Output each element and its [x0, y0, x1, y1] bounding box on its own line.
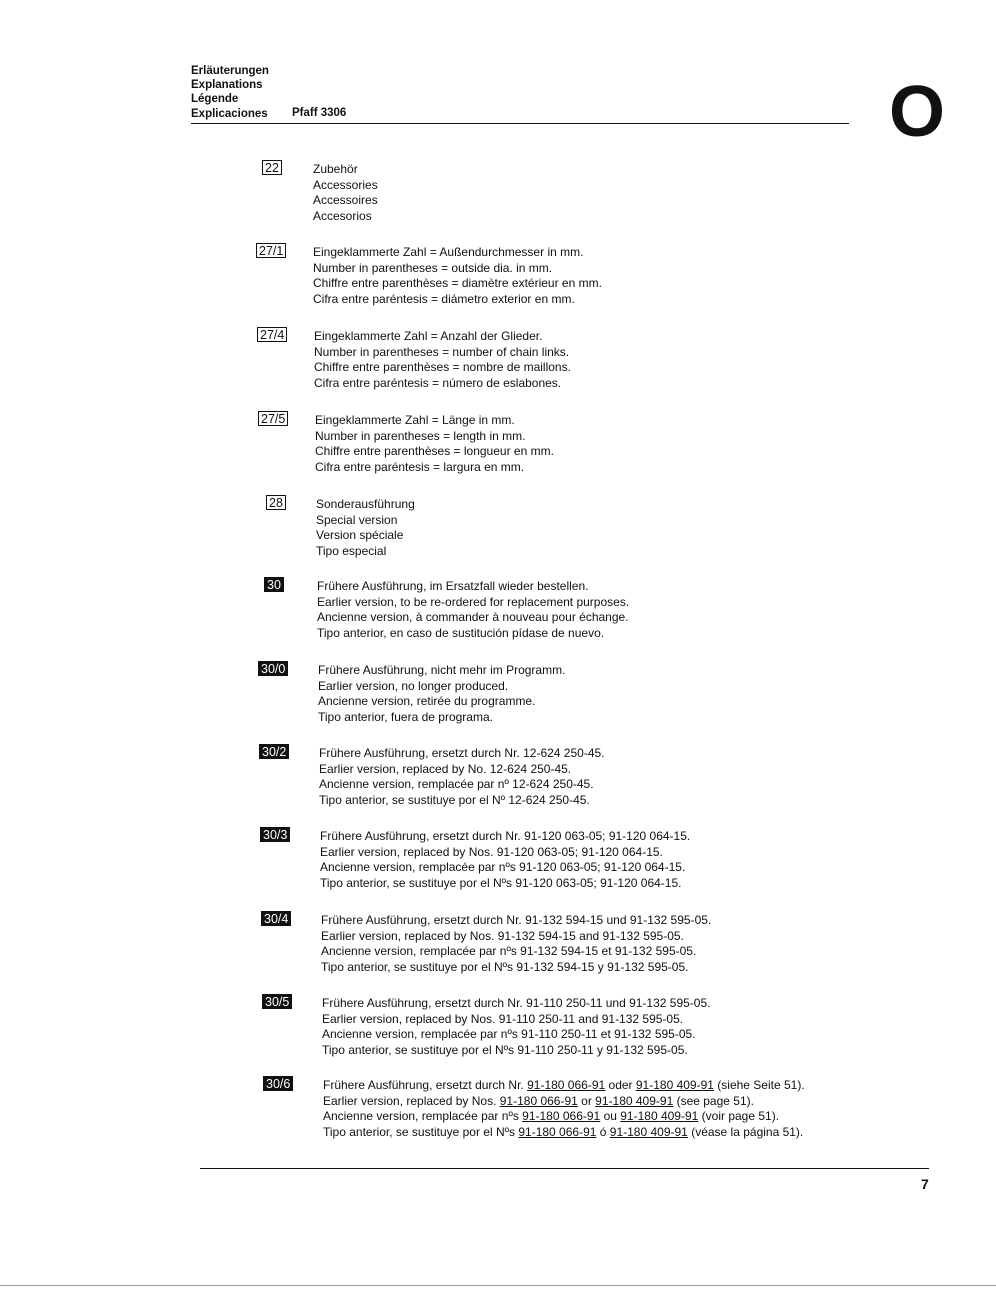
- section-letter: O: [889, 72, 946, 152]
- legend-line: Special version: [316, 512, 398, 527]
- legend-text-segment: Tipo anterior, se sustituye por el Nºs: [323, 1124, 519, 1139]
- legend-line: [323, 1094, 805, 1110]
- legend-code-badge: 27/1: [256, 243, 286, 258]
- legend-code-badge: 30/0: [258, 661, 288, 676]
- legend-line: Ancienne version, retirée du programme.: [318, 694, 536, 708]
- part-number-reference: 91-180 066-91: [522, 1109, 601, 1123]
- header-divider: [191, 123, 849, 124]
- legend-line: Frühere Ausführung, ersetzt durch Nr. 91-132 594-15 und 91-132 595-05.: [321, 913, 712, 927]
- legend-line: Chiffre entre parenthèses = nombre de maillons.: [314, 360, 571, 374]
- legend-line: Number in parentheses = length in mm.: [315, 428, 526, 443]
- legend-line: Frühere Ausführung, nicht mehr im Programm.: [318, 663, 566, 677]
- part-number-reference: 91-180 066-91: [499, 1093, 578, 1108]
- legend-description: [314, 329, 571, 391]
- legend-code-badge: 22: [262, 160, 282, 175]
- legend-description: [313, 162, 378, 224]
- legend-line: Number in parentheses = outside dia. in mm.: [313, 260, 553, 275]
- legend-text-segment: ó: [596, 1124, 610, 1139]
- legend-text-segment: Ancienne version, remplacée par nºs: [323, 1109, 523, 1123]
- legend-description: [319, 746, 605, 808]
- legend-line: Sonderausführung: [316, 497, 415, 511]
- legend-description: [313, 245, 602, 307]
- header-title-en: Explanations: [191, 79, 263, 92]
- legend-line: Eingeklammerte Zahl = Anzahl der Glieder.: [314, 329, 543, 343]
- part-number-reference: 91-180 409-91: [620, 1109, 699, 1123]
- legend-line: Cifra entre paréntesis = largura en mm.: [315, 459, 525, 474]
- legend-description: [316, 497, 415, 559]
- legend-line: Accessories: [313, 177, 378, 192]
- page-header: [191, 64, 347, 121]
- legend-description: [315, 413, 554, 475]
- legend-description: [322, 996, 710, 1058]
- legend-line: Ancienne version, remplacée par nºs 91-120 063-05; 91-120 064-15.: [320, 860, 686, 874]
- legend-line: Tipo anterior, fuera de programa.: [318, 709, 493, 724]
- legend-text-segment: Earlier version, replaced by Nos.: [323, 1093, 500, 1108]
- legend-line: Number in parentheses = number of chain links.: [314, 344, 570, 359]
- legend-line: Frühere Ausführung, ersetzt durch Nr. 91-120 063-05; 91-120 064-15.: [320, 829, 691, 843]
- legend-line: [323, 1078, 805, 1094]
- legend-line: Accesorios: [313, 208, 372, 223]
- part-number-reference: 91-180 409-91: [609, 1124, 688, 1139]
- header-title-de: Erläuterungen: [191, 65, 269, 77]
- part-number-reference: 91-180 409-91: [595, 1093, 674, 1108]
- footer-divider: [200, 1168, 929, 1169]
- legend-line: Tipo anterior, se sustituye por el Nºs 91-132 594-15 y 91-132 595-05.: [321, 959, 689, 974]
- legend-line: Ancienne version, à commander à nouveau pour échange.: [317, 610, 629, 624]
- legend-description: [320, 829, 690, 891]
- legend-line: Ancienne version, remplacée par nºs 91-132 594-15 et 91-132 595-05.: [321, 944, 697, 958]
- legend-line: Eingeklammerte Zahl = Außendurchmesser in mm.: [313, 245, 584, 259]
- header-model: Pfaff 3306: [292, 107, 347, 119]
- legend-description: [321, 913, 711, 975]
- legend-text-segment: (see page 51).: [673, 1093, 754, 1108]
- part-number-reference: 91-180 066-91: [527, 1078, 606, 1092]
- legend-code-badge: 30: [264, 577, 284, 592]
- legend-line: Chiffre entre parenthèses = diamètre extérieur en mm.: [313, 276, 602, 290]
- legend-line: Earlier version, no longer produced.: [318, 678, 509, 693]
- legend-text-segment: Frühere Ausführung, ersetzt durch Nr.: [323, 1078, 528, 1092]
- legend-line: Tipo anterior, se sustituye por el Nºs 91-120 063-05; 91-120 064-15.: [320, 875, 682, 890]
- legend-line: Tipo especial: [316, 543, 387, 558]
- legend-text-segment: (véase la página 51).: [687, 1124, 804, 1139]
- legend-line: Cifra entre paréntesis = diámetro exterior en mm.: [313, 291, 575, 306]
- page-number: 7: [921, 1176, 929, 1192]
- legend-line: Earlier version, replaced by No. 12-624 250-45.: [319, 761, 572, 776]
- legend-line: Ancienne version, remplacée par nº 12-624 250-45.: [319, 777, 594, 791]
- legend-line: Earlier version, to be re-ordered for replacement purposes.: [317, 594, 630, 609]
- legend-line: Frühere Ausführung, ersetzt durch Nr. 91-110 250-11 und 91-132 595-05.: [322, 996, 711, 1010]
- legend-text-segment: oder: [605, 1078, 636, 1092]
- legend-line: Chiffre entre parenthèses = longueur en mm.: [315, 444, 554, 458]
- legend-code-badge: 28: [266, 495, 286, 510]
- legend-line: Earlier version, replaced by Nos. 91-132 594-15 and 91-132 595-05.: [321, 928, 684, 943]
- legend-line: Frühere Ausführung, im Ersatzfall wieder bestellen.: [317, 579, 589, 593]
- legend-line: Frühere Ausführung, ersetzt durch Nr. 12-624 250-45.: [319, 746, 605, 760]
- legend-code-badge: 30/4: [261, 911, 291, 926]
- header-title-es: Explicaciones: [191, 107, 268, 120]
- header-title-fr: Légende: [191, 93, 239, 106]
- legend-line: Tipo anterior, en caso de sustitución pídase de nuevo.: [317, 625, 605, 640]
- legend-text-segment: (siehe Seite 51).: [713, 1078, 805, 1092]
- legend-code-badge: 30/2: [259, 744, 289, 759]
- legend-code-badge: 30/3: [260, 827, 290, 842]
- legend-line: Zubehör: [313, 162, 358, 176]
- legend-line: Tipo anterior, se sustituye por el Nº 12-624 250-45.: [319, 792, 590, 807]
- legend-description: [318, 663, 565, 725]
- legend-code-badge: 27/4: [257, 327, 287, 342]
- legend-line: Tipo anterior, se sustituye por el Nºs 91-110 250-11 y 91-132 595-05.: [322, 1042, 688, 1057]
- legend-text-segment: ou: [600, 1109, 621, 1123]
- scan-edge-line: [0, 1285, 996, 1286]
- legend-line: Cifra entre paréntesis = número de eslabones.: [314, 375, 562, 390]
- part-number-reference: 91-180 066-91: [518, 1124, 597, 1139]
- legend-code-badge: 27/5: [258, 411, 288, 426]
- legend-description: [317, 579, 629, 641]
- legend-text-segment: or: [577, 1093, 596, 1108]
- legend-line: Version spéciale: [316, 528, 404, 542]
- legend-line: Earlier version, replaced by Nos. 91-120 063-05; 91-120 064-15.: [320, 844, 663, 859]
- part-number-reference: 91-180 409-91: [635, 1078, 714, 1092]
- legend-text-segment: (voir page 51).: [698, 1109, 780, 1123]
- legend-line: Ancienne version, remplacée par nºs 91-110 250-11 et 91-132 595-05.: [322, 1027, 696, 1041]
- legend-line: Accessoires: [313, 193, 378, 207]
- legend-line: Earlier version, replaced by Nos. 91-110 250-11 and 91-132 595-05.: [322, 1011, 684, 1026]
- legend-line: [323, 1125, 805, 1141]
- legend-line: Eingeklammerte Zahl = Länge in mm.: [315, 413, 515, 427]
- legend-code-badge: 30/6: [263, 1076, 293, 1091]
- legend-line: [323, 1109, 805, 1125]
- legend-code-badge: 30/5: [262, 994, 292, 1009]
- legend-description: [323, 1078, 805, 1140]
